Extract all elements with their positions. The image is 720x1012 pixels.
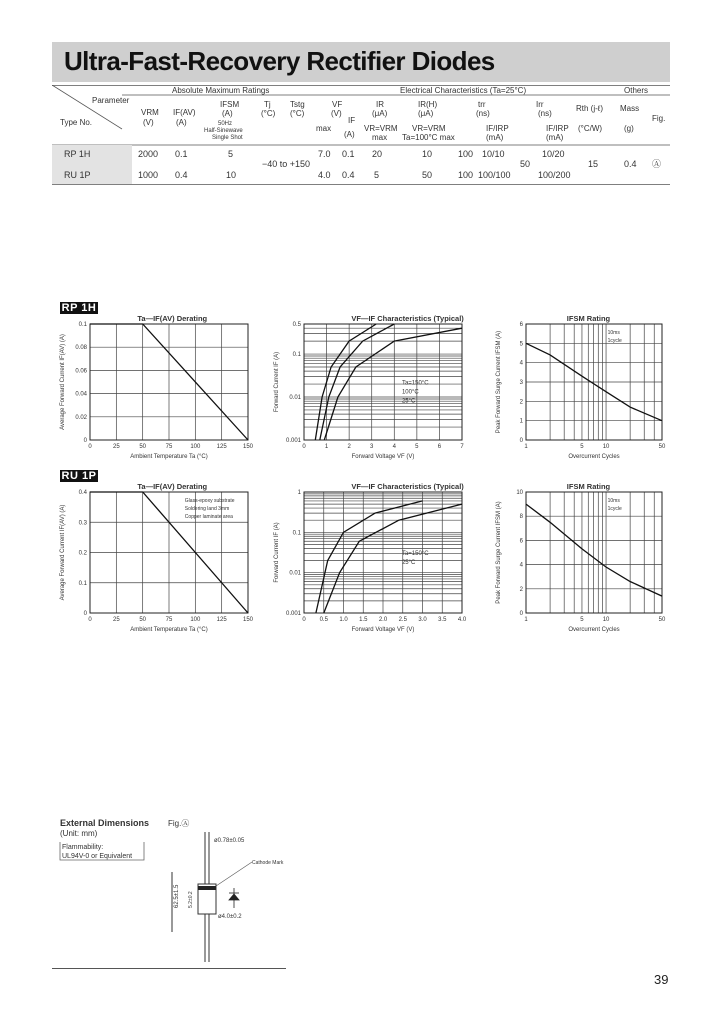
y-tick-label: 4 <box>519 360 523 367</box>
y-tick-label: 8 <box>519 514 523 521</box>
chart-title: Ta—IF(AV) Derating <box>137 314 208 323</box>
inset-label: Soldering land 3mm <box>184 506 230 512</box>
col-mass-unit: (g) <box>624 124 634 133</box>
y-tick-label: 0.001 <box>285 611 301 617</box>
y-tick-label: 5 <box>519 341 523 348</box>
row2-trr: 100 <box>458 170 474 180</box>
col-tj: Tj <box>264 100 271 109</box>
y-tick-label: 0 <box>83 611 87 617</box>
y-tick-label: 0 <box>519 438 523 444</box>
y-tick-label: 0.1 <box>292 530 301 537</box>
x-tick-label: 50 <box>139 617 147 623</box>
col-rth: Rth (j-ℓ) <box>576 104 604 113</box>
dim-flammability-1: Flammability: <box>62 844 104 851</box>
y-axis-label: Peak Forward Surge Current IFSM (A) <box>496 501 502 604</box>
x-tick-label: 125 <box>216 444 227 450</box>
y-tick-label: 2 <box>519 399 523 406</box>
y-axis-label: Average Forward Current IF(AV) (A) <box>60 504 66 601</box>
row1-type: RP 1H <box>64 149 91 159</box>
col-ifsm-note-2: Half-Sinewave <box>204 128 243 134</box>
x-tick-label: 2.0 <box>378 617 388 623</box>
page-number: 39 <box>654 972 669 987</box>
col-irh: IR(H) <box>418 100 438 109</box>
y-tick-label: 1 <box>519 418 523 425</box>
y-tick-label: 0.1 <box>292 352 301 359</box>
col-tstg-unit: (°C) <box>290 109 305 118</box>
x-axis-label: Forward Voltage VF (V) <box>351 454 415 460</box>
x-tick-label: 100 <box>190 444 201 450</box>
x-tick-label: 2 <box>347 444 351 450</box>
x-tick-label: 5 <box>415 444 419 450</box>
y-axis-label: Average Forward Current IF(AV) (A) <box>60 334 66 430</box>
col-vf-unit: (V) <box>331 109 342 118</box>
y-tick-label: 0.01 <box>289 570 301 577</box>
external-dimensions <box>52 812 352 972</box>
row1-ifsm: 5 <box>228 149 234 159</box>
x-tick-label: 50 <box>658 617 666 623</box>
y-tick-label: 4 <box>519 562 523 569</box>
series-line <box>526 504 662 596</box>
shared-irr: 50 <box>520 159 531 169</box>
y-tick-label: 0.06 <box>75 368 87 375</box>
col-irr: Irr <box>536 100 544 109</box>
x-tick-label: 1.5 <box>359 617 368 623</box>
x-axis-label: Overcurrent Cycles <box>568 627 620 633</box>
x-tick-label: 150 <box>242 617 254 623</box>
row2-irh: 50 <box>422 170 433 180</box>
y-tick-label: 0.02 <box>75 414 87 421</box>
col-mass: Mass <box>620 104 640 113</box>
x-tick-label: 0.5 <box>319 617 328 623</box>
plot-frame <box>526 492 662 613</box>
x-tick-label: 3.5 <box>438 617 447 623</box>
x-tick-label: 50 <box>658 444 666 450</box>
hdr-type-no: Type No. <box>60 118 93 127</box>
y-tick-label: 3 <box>519 380 523 386</box>
row2-if: 0.4 <box>342 170 355 180</box>
section-tag-rp1h: RP 1H <box>61 302 97 314</box>
y-tick-label: 0.08 <box>75 345 87 352</box>
col-trr-unit: (ns) <box>476 109 490 118</box>
row2-ir: 5 <box>374 170 380 180</box>
x-tick-label: 1 <box>324 444 329 450</box>
legend-entry: Ta=150°C <box>401 550 429 557</box>
chart-ru1p-derating <box>56 480 256 635</box>
col-ir-max: max <box>372 133 388 142</box>
col-tstg: Tstg <box>290 100 305 109</box>
x-tick-label: 7 <box>460 444 464 450</box>
dim-unit: (Unit: mm) <box>60 829 98 838</box>
y-tick-label: 0.3 <box>78 520 87 527</box>
inset-label: 10ms <box>607 330 620 336</box>
y-tick-label: 0 <box>83 438 87 444</box>
y-tick-label: 0.5 <box>292 322 301 328</box>
x-tick-label: 0 <box>88 617 92 623</box>
row1-vf: 7.0 <box>318 149 331 159</box>
col-tj-unit: (°C) <box>261 109 276 118</box>
chart-title: IFSM Rating <box>566 482 611 491</box>
x-tick-label: 1 <box>524 444 528 450</box>
row2-irr-cond: 100/200 <box>538 170 571 180</box>
y-tick-label: 0.2 <box>78 550 87 557</box>
x-tick-label: 75 <box>165 617 173 623</box>
col-irr-sub: IF/IRP <box>546 124 569 133</box>
col-vrm-unit: (V) <box>143 118 154 127</box>
x-axis-label: Ambient Temperature Ta (°C) <box>130 454 208 460</box>
col-if: IF <box>348 116 356 125</box>
dim-overall-len: 62.5±1.5 <box>174 884 180 908</box>
chart-title: VF—IF Characteristics (Typical) <box>351 482 464 491</box>
inset-label: Glass-epoxy substrate <box>184 498 235 504</box>
row1-trr: 100 <box>458 149 474 159</box>
y-axis-label: Forward Current IF (A) <box>274 522 280 583</box>
x-tick-label: 10 <box>602 444 610 450</box>
col-trr: trr <box>478 100 486 109</box>
x-tick-label: 2.5 <box>398 617 407 623</box>
x-tick-label: 0 <box>302 617 306 623</box>
row2-vrm: 1000 <box>138 170 159 180</box>
x-tick-label: 5 <box>580 617 584 623</box>
x-tick-label: 1.0 <box>339 617 348 623</box>
inset-label: 1cycle <box>607 506 622 512</box>
shared-fig: Ⓐ <box>652 159 662 169</box>
legend-entry: 25°C <box>401 398 416 405</box>
legend-entry: Ta=150°C <box>401 380 429 387</box>
col-ir: IR <box>376 100 384 109</box>
x-tick-label: 0 <box>88 444 92 450</box>
x-tick-label: 3.0 <box>418 617 427 623</box>
x-tick-label: 0 <box>302 444 306 450</box>
title-bar <box>52 42 670 82</box>
row2-vf: 4.0 <box>318 170 331 180</box>
dim-body-len: 5.2±0.2 <box>188 891 194 908</box>
row2-type: RU 1P <box>64 170 91 180</box>
row2-trr-cond: 100/100 <box>478 170 511 180</box>
cathode-band <box>198 886 216 890</box>
x-tick-label: 6 <box>437 444 442 450</box>
chart-ru1p-ifsm <box>492 480 670 635</box>
cathode-leader <box>216 862 252 886</box>
y-axis-label: Forward Current IF (A) <box>274 351 280 413</box>
y-tick-label: 1 <box>297 490 301 496</box>
col-if-unit: (A) <box>344 130 355 139</box>
shared-tj-tstg: −40 to +150 <box>262 159 311 169</box>
row2-ifsm: 10 <box>226 170 237 180</box>
col-irr-unit: (ns) <box>538 109 552 118</box>
x-axis-label: Forward Voltage VF (V) <box>351 627 415 633</box>
hdr-others: Others <box>624 86 649 95</box>
y-tick-label: 0 <box>519 611 523 617</box>
x-tick-label: 1 <box>524 617 528 623</box>
col-ifsm-note-1: 50Hz <box>218 121 233 127</box>
x-tick-label: 4 <box>392 444 396 450</box>
row1-irh: 10 <box>422 149 433 159</box>
chart-rp1h-vfif <box>270 312 470 462</box>
col-fig: Fig. <box>652 114 666 123</box>
col-vrm: VRM <box>141 108 159 117</box>
x-tick-label: 4.0 <box>457 617 467 623</box>
chart-svg <box>270 312 470 462</box>
x-tick-label: 100 <box>190 617 201 623</box>
hdr-abs-max: Absolute Maximum Ratings <box>172 86 270 95</box>
col-vf: VF <box>332 100 343 109</box>
chart-title: Ta—IF(AV) Derating <box>137 482 208 491</box>
x-tick-label: 10 <box>602 617 610 623</box>
y-tick-label: 6 <box>519 322 523 328</box>
col-ifsm-unit: (A) <box>222 109 233 118</box>
col-ifav-unit: (A) <box>176 118 187 127</box>
col-irh-sub: VR=VRM <box>412 124 446 133</box>
shared-mass: 0.4 <box>624 159 637 169</box>
chart-rp1h-derating <box>56 312 256 462</box>
x-tick-label: 125 <box>216 617 227 623</box>
chart-svg <box>492 480 670 635</box>
x-tick-label: 25 <box>112 617 120 623</box>
inset-label: Copper laminate area <box>184 514 233 520</box>
chart-title: VF—IF Characteristics (Typical) <box>351 314 464 323</box>
x-tick-label: 75 <box>165 444 173 450</box>
row1-ifav: 0.1 <box>175 149 188 159</box>
y-tick-label: 10 <box>516 490 523 496</box>
legend-entry: 25°C <box>401 559 416 566</box>
chart-svg <box>56 480 256 635</box>
y-tick-label: 0.04 <box>75 391 87 398</box>
inset-label: 10ms <box>607 498 620 504</box>
col-vf-max: max <box>316 124 332 133</box>
x-tick-label: 150 <box>242 444 254 450</box>
diode-symbol <box>229 888 239 908</box>
dim-fig-label: Fig.Ⓐ <box>168 819 190 828</box>
y-tick-label: 2 <box>519 586 523 593</box>
x-axis-label: Ambient Temperature Ta (°C) <box>130 627 208 633</box>
chart-ru1p-vfif <box>270 480 470 635</box>
dim-lead-dia: ø0.78±0.05 <box>214 838 245 844</box>
y-tick-label: 0.001 <box>285 438 301 444</box>
col-trr-sub-unit: (mA) <box>486 133 504 142</box>
spec-table <box>52 85 670 185</box>
y-axis-label: Peak Forward Surge Current IFSM (A) <box>496 330 502 434</box>
dim-body-dia: ø4.0±0.2 <box>218 914 242 920</box>
col-ifsm-note-3: Single Shot <box>212 135 243 141</box>
footer-rule <box>52 968 286 969</box>
x-tick-label: 5 <box>580 444 584 450</box>
x-axis-label: Overcurrent Cycles <box>568 454 620 460</box>
row2-ifav: 0.4 <box>175 170 188 180</box>
inset-label: 1cycle <box>607 338 622 344</box>
chart-svg <box>56 312 256 462</box>
dim-flammability-2: UL94V-0 or Equivalent <box>62 853 133 860</box>
row1-if: 0.1 <box>342 149 355 159</box>
section-tag-ru1p: RU 1P <box>61 470 97 482</box>
col-ir-sub: VR=VRM <box>364 124 398 133</box>
row1-trr-cond: 10/10 <box>482 149 505 159</box>
col-ifav: IF(AV) <box>173 108 196 117</box>
chart-svg <box>270 480 470 635</box>
legend-entry: 100°C <box>401 389 419 396</box>
x-tick-label: 25 <box>112 444 120 450</box>
row1-irr-cond: 10/20 <box>542 149 565 159</box>
y-tick-label: 0.1 <box>78 322 87 328</box>
col-rth-unit: (°C/W) <box>578 124 603 133</box>
col-trr-sub: IF/IRP <box>486 124 509 133</box>
shared-rth: 15 <box>588 159 599 169</box>
hdr-electrical: Electrical Characteristics (Ta=25°C) <box>400 86 527 95</box>
row1-vrm: 2000 <box>138 149 159 159</box>
dim-cathode-mark: Cathode Mark <box>252 860 284 866</box>
y-tick-label: 6 <box>519 538 523 545</box>
page-title: Ultra-Fast-Recovery Rectifier Diodes <box>64 46 495 76</box>
chart-svg <box>492 312 670 462</box>
dim-title: External Dimensions <box>60 818 150 828</box>
col-irh-cond: Ta=100°C max <box>402 133 455 142</box>
x-tick-label: 3 <box>370 444 374 450</box>
y-tick-label: 0.4 <box>78 490 87 496</box>
y-tick-label: 0.1 <box>78 580 87 587</box>
row1-ir: 20 <box>372 149 383 159</box>
col-ir-unit: (μA) <box>372 109 388 118</box>
y-tick-label: 0.01 <box>289 395 301 402</box>
chart-title: IFSM Rating <box>566 314 611 323</box>
col-ifsm: IFSM <box>220 100 240 109</box>
col-irh-unit: (μA) <box>418 109 434 118</box>
hdr-parameter: Parameter <box>92 96 130 105</box>
chart-rp1h-ifsm <box>492 312 670 462</box>
col-irr-sub-unit: (mA) <box>546 133 564 142</box>
x-tick-label: 50 <box>139 444 147 450</box>
